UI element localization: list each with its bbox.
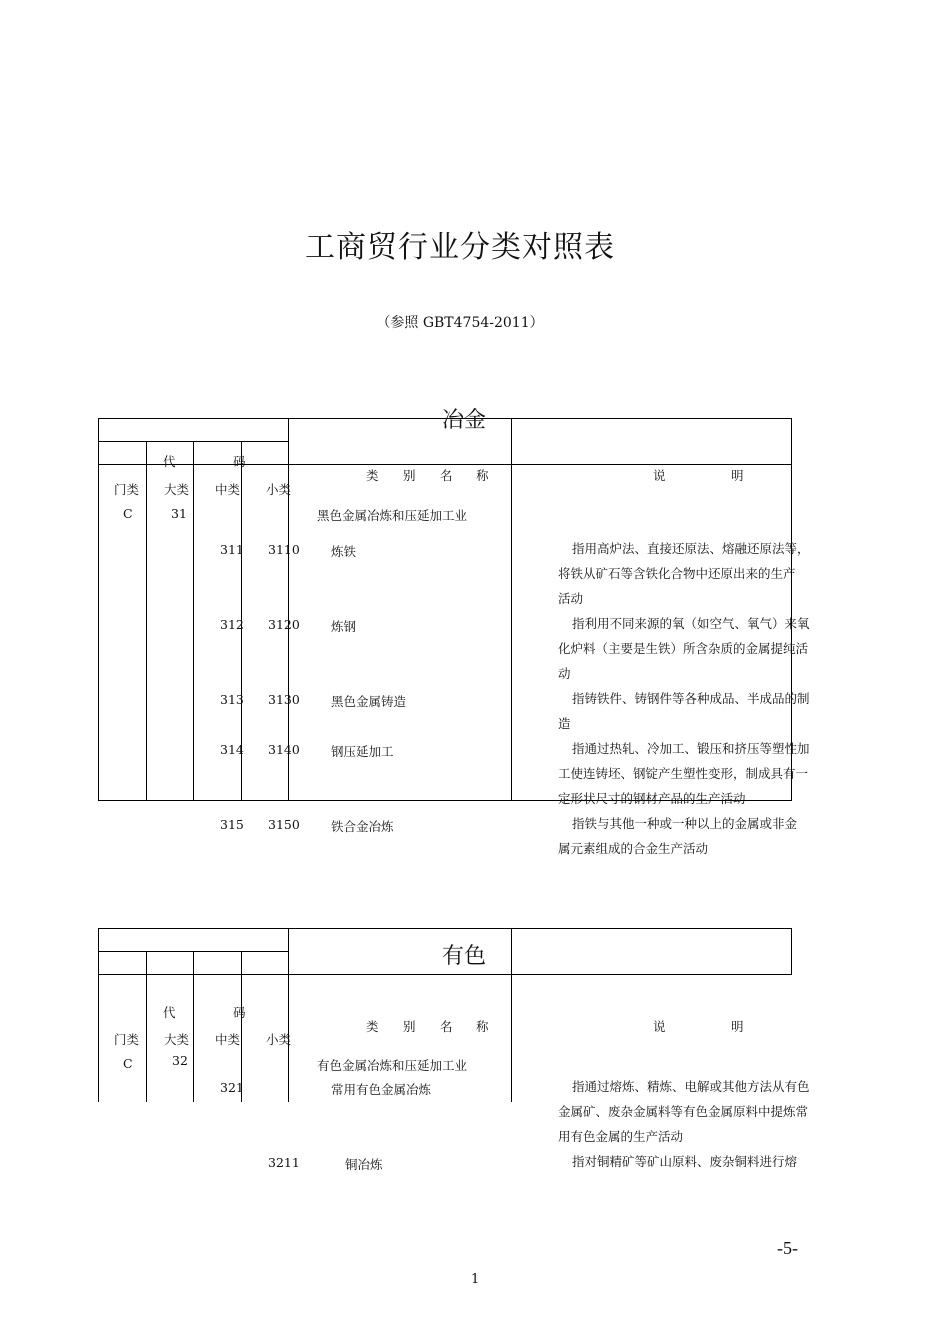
zhong-code: 315 xyxy=(220,817,244,832)
desc-line: 造 xyxy=(558,716,571,731)
header-description-1: 说 xyxy=(653,1019,666,1034)
desc-line: 用有色金属的生产活动 xyxy=(558,1129,684,1144)
zhong-code: 313 xyxy=(220,692,244,707)
header-da: 大类 xyxy=(164,482,190,497)
desc-line: 动 xyxy=(558,666,571,681)
major-name: 黑色金属冶炼和压延加工业 xyxy=(317,508,468,523)
da-code: 31 xyxy=(171,506,187,521)
desc-line: 指通过熔炼、精炼、电解或其他方法从有色 xyxy=(572,1079,810,1094)
category-name: 炼铁 xyxy=(331,544,357,559)
header-da: 大类 xyxy=(164,1032,190,1047)
xiao-code: 3140 xyxy=(268,742,300,757)
desc-line: 活动 xyxy=(558,591,584,606)
xiao-code: 3120 xyxy=(268,617,300,632)
header-category-name-2: 别 xyxy=(403,1019,416,1034)
table-col-rule xyxy=(511,928,512,1102)
xiao-code: 3130 xyxy=(268,692,300,707)
header-code: 码 xyxy=(233,454,246,469)
desc-line: 将铁从矿石等含铁化合物中还原出来的生产 xyxy=(558,566,796,581)
description xyxy=(558,1074,820,1149)
header-category-name-4: 称 xyxy=(476,1019,489,1034)
header-code: 码 xyxy=(233,1005,246,1020)
desc-line: 指利用不同来源的氧（如空气、氧气）来氧 xyxy=(572,616,810,631)
xiao-code: 3150 xyxy=(268,817,300,832)
desc-line: 指铸铁件、铸钢件等各种成品、半成品的制 xyxy=(572,691,810,706)
header-description-1: 说 xyxy=(653,468,666,483)
header-men: 门类 xyxy=(114,1032,140,1047)
men-code: C xyxy=(123,506,133,521)
category-name: 钢压延加工 xyxy=(331,744,394,759)
header-category-name-3: 名 xyxy=(440,468,453,483)
header-description-2: 明 xyxy=(731,1019,744,1034)
description xyxy=(558,536,820,611)
desc-line: 指通过热轧、冷加工、锻压和挤压等塑性加 xyxy=(572,741,810,756)
header-men: 门类 xyxy=(114,482,140,497)
desc-line: 化炉料（主要是生铁）所含杂质的金属提纯活 xyxy=(558,641,809,656)
page-subtitle: （参照 GBT4754-2011） xyxy=(376,315,544,331)
header-category-name-1: 类 xyxy=(366,468,379,483)
desc-line: 指对铜精矿等矿山原料、废杂铜料进行熔 xyxy=(572,1154,798,1169)
description xyxy=(558,611,820,686)
description xyxy=(558,736,820,811)
zhong-code: 314 xyxy=(220,742,244,757)
header-category-name-1: 类 xyxy=(366,1019,379,1034)
table-col-rule xyxy=(193,441,194,800)
desc-line: 工使连铸坯、钢锭产生塑性变形，制成具有一 xyxy=(558,766,809,781)
desc-line: 金属矿、废杂金属料等有色金属原料中提炼常 xyxy=(558,1104,809,1119)
table-col-rule xyxy=(511,418,512,800)
table-border-top xyxy=(98,928,792,929)
description xyxy=(558,1149,820,1174)
category-name: 常用有色金属冶炼 xyxy=(331,1082,432,1097)
table-rule xyxy=(98,974,792,975)
category-name: 铁合金冶炼 xyxy=(331,819,394,834)
table-border-left xyxy=(98,928,99,1102)
header-category-name-2: 别 xyxy=(403,468,416,483)
xiao-code: 3211 xyxy=(268,1155,300,1170)
description xyxy=(558,686,820,736)
header-code: 代 xyxy=(163,1005,176,1020)
zhong-code: 321 xyxy=(220,1080,244,1095)
header-category-name-4: 称 xyxy=(476,468,489,483)
xiao-code: 3110 xyxy=(268,542,300,557)
major-name: 有色金属冶炼和压延加工业 xyxy=(317,1058,468,1073)
section-title: 冶金 xyxy=(442,408,487,433)
table-col-rule xyxy=(146,441,147,800)
table-rule xyxy=(98,464,792,465)
page-marker: -5- xyxy=(777,1238,798,1258)
header-code: 代 xyxy=(163,454,176,469)
table-border-left xyxy=(98,418,99,800)
desc-line: 指用高炉法、直接还原法、熔融还原法等， xyxy=(572,541,810,556)
header-xiao: 小类 xyxy=(266,1032,292,1047)
zhong-code: 312 xyxy=(220,617,244,632)
category-name: 炼钢 xyxy=(331,619,357,634)
desc-line: 定形状尺寸的钢材产品的生产活动 xyxy=(558,791,746,806)
header-description-2: 明 xyxy=(731,468,744,483)
table-col-rule xyxy=(193,951,194,1102)
desc-line: 指铁与其他一种或一种以上的金属或非金 xyxy=(572,816,798,831)
category-name: 铜冶炼 xyxy=(345,1157,383,1172)
men-code: C xyxy=(123,1056,133,1071)
table-border-right xyxy=(791,928,792,974)
header-xiao: 小类 xyxy=(266,482,292,497)
page-title: 工商贸行业分类对照表 xyxy=(305,230,615,265)
da-code: 32 xyxy=(172,1053,188,1068)
table-col-rule xyxy=(288,928,289,1102)
desc-line: 属元素组成的合金生产活动 xyxy=(558,841,709,856)
category-name: 黑色金属铸造 xyxy=(331,694,407,709)
table-col-rule xyxy=(146,951,147,1102)
header-zhong: 中类 xyxy=(215,1032,241,1047)
header-zhong: 中类 xyxy=(215,482,241,497)
header-category-name-3: 名 xyxy=(440,1019,453,1034)
description xyxy=(558,811,820,861)
section-title: 有色 xyxy=(442,944,487,969)
zhong-code: 311 xyxy=(220,542,244,557)
footer-page-number: 1 xyxy=(471,1272,480,1287)
